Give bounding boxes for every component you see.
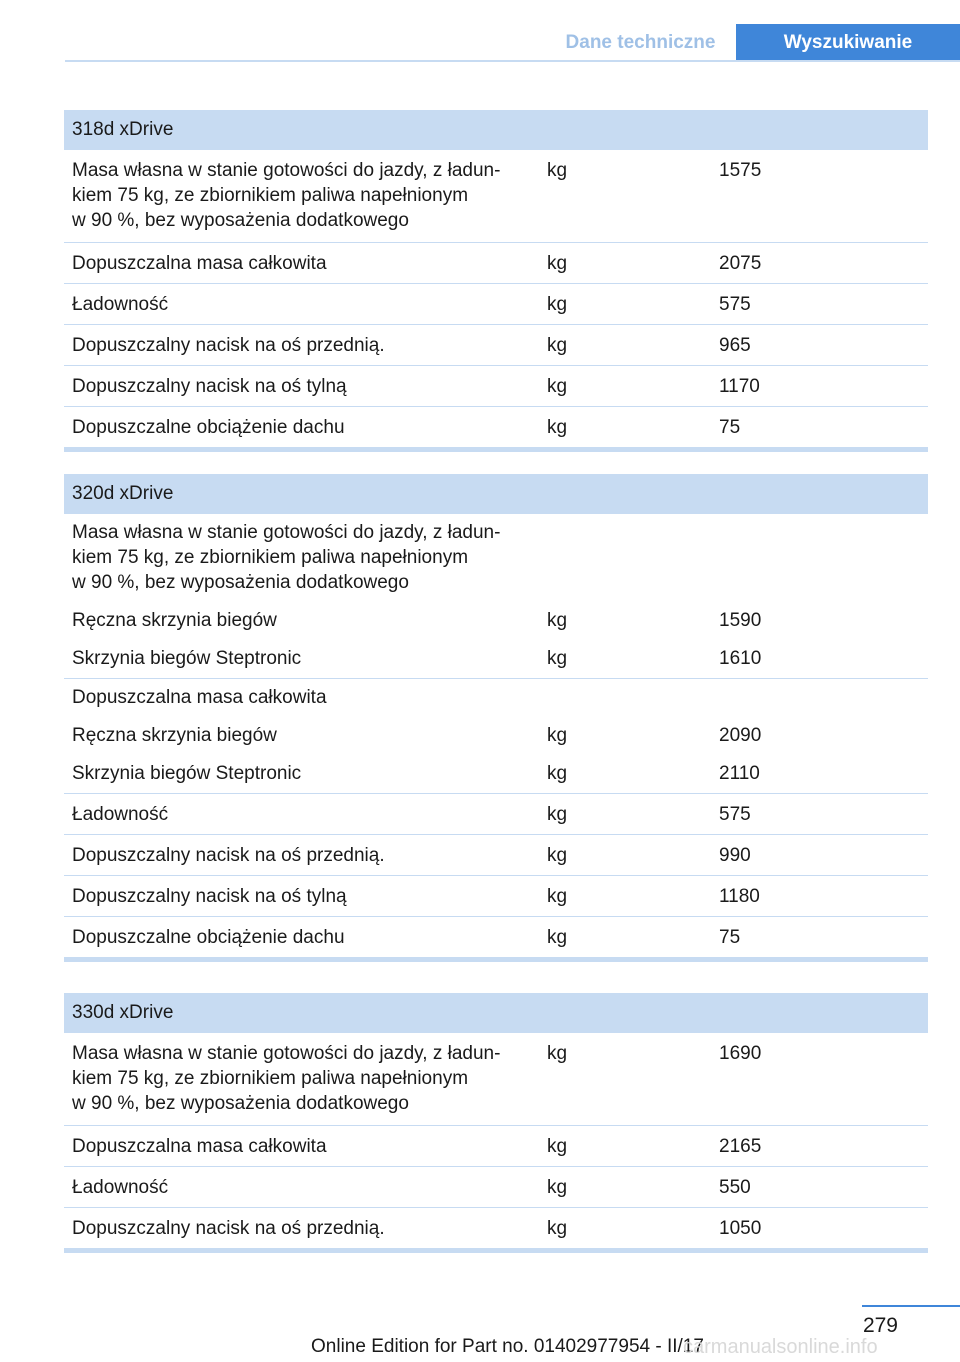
table-row xyxy=(64,876,928,917)
table-row xyxy=(64,284,928,325)
row-unit: kg xyxy=(547,1043,568,1064)
row-label: Dopuszczalne obciążenie dachu xyxy=(72,927,345,948)
row-unit: kg xyxy=(547,1136,568,1157)
row-label: Ręczna skrzynia biegów xyxy=(72,610,277,631)
row-unit: kg xyxy=(547,610,568,631)
row-label: Dopuszczalna masa całkowita xyxy=(72,687,327,708)
row-unit: kg xyxy=(547,886,568,907)
row-value xyxy=(711,520,928,595)
row-label: Dopuszczalny nacisk na oś przednią. xyxy=(72,845,385,866)
row-label: Masa własna w stanie gotowości do jazdy, z ładun- kiem 75 kg, ze zbiornikiem paliwa napełnionym w 90 %, bez wyposażenia dodatkowego xyxy=(72,160,501,231)
row-unit xyxy=(539,520,711,595)
row-value xyxy=(711,685,928,710)
spec-table-320d xyxy=(64,474,928,962)
table-row xyxy=(64,1033,928,1126)
footer xyxy=(0,1336,960,1362)
table-title: 330d xDrive xyxy=(64,993,928,1033)
row-value: 1610 xyxy=(719,648,762,669)
table-row xyxy=(64,917,928,957)
table-row xyxy=(64,325,928,366)
tab-wyszukiwanie[interactable]: Wyszukiwanie xyxy=(736,24,960,62)
row-value: 575 xyxy=(719,294,751,315)
row-label: Dopuszczalny nacisk na oś tylną xyxy=(72,886,347,907)
row-label: Dopuszczalny nacisk na oś tylną xyxy=(72,376,347,397)
row-unit: kg xyxy=(547,1177,568,1198)
table-row xyxy=(64,243,928,284)
row-value: 1690 xyxy=(719,1043,762,1064)
row-value: 1050 xyxy=(719,1218,762,1239)
table-title: 320d xDrive xyxy=(64,474,928,514)
page-number: 279 xyxy=(862,1314,898,1337)
row-value: 1575 xyxy=(719,160,762,181)
spec-table-318d xyxy=(64,110,928,452)
row-unit: kg xyxy=(547,845,568,866)
table-row xyxy=(64,794,928,835)
table-row xyxy=(64,150,928,243)
row-value: 2090 xyxy=(719,725,762,746)
row-value: 575 xyxy=(719,804,751,825)
table-row xyxy=(64,717,928,755)
row-label: Ładowność xyxy=(72,804,169,825)
table-row xyxy=(64,835,928,876)
row-unit: kg xyxy=(547,804,568,825)
footer-edition: Online Edition for Part no. 01402977954 - II/17 xyxy=(311,1336,704,1357)
spec-table-330d xyxy=(64,993,928,1253)
table-row xyxy=(64,679,928,717)
row-unit: kg xyxy=(547,160,568,181)
row-value: 75 xyxy=(719,927,741,948)
row-label: Skrzynia biegów Steptronic xyxy=(72,648,302,669)
row-unit: kg xyxy=(547,417,568,438)
row-label: Masa własna w stanie gotowości do jazdy, z ładun- kiem 75 kg, ze zbiornikiem paliwa napełnionym w 90 %, bez wyposażenia dodatkowego xyxy=(72,522,501,593)
row-value: 990 xyxy=(719,845,751,866)
row-label: Dopuszczalna masa całkowita xyxy=(72,1136,327,1157)
table-row xyxy=(64,1126,928,1167)
row-label: Dopuszczalna masa całkowita xyxy=(72,253,327,274)
header-divider xyxy=(65,60,960,62)
row-value: 2075 xyxy=(719,253,762,274)
page-number-rule xyxy=(862,1305,960,1307)
row-value: 550 xyxy=(719,1177,751,1198)
row-label: Ładowność xyxy=(72,294,169,315)
row-unit xyxy=(539,685,711,710)
row-unit: kg xyxy=(547,1218,568,1239)
row-unit: kg xyxy=(547,648,568,669)
table-row xyxy=(64,366,928,407)
row-value: 965 xyxy=(719,335,751,356)
table-row xyxy=(64,755,928,794)
row-label: Ładowność xyxy=(72,1177,169,1198)
row-value: 1180 xyxy=(719,886,760,907)
row-unit: kg xyxy=(547,253,568,274)
row-value: 1590 xyxy=(719,610,762,631)
row-value: 75 xyxy=(719,417,741,438)
row-label: Masa własna w stanie gotowości do jazdy, z ładun- kiem 75 kg, ze zbiornikiem paliwa napełnionym w 90 %, bez wyposażenia dodatkowego xyxy=(72,1043,501,1114)
tab-dane-techniczne[interactable]: Dane techniczne xyxy=(565,32,716,53)
row-value: 1170 xyxy=(719,376,760,397)
row-unit: kg xyxy=(547,763,568,784)
table-row xyxy=(64,602,928,640)
watermark: carmanualsonline.info xyxy=(683,1336,878,1358)
table-row xyxy=(64,514,928,602)
row-unit: kg xyxy=(547,376,568,397)
row-unit: kg xyxy=(547,725,568,746)
row-label: Dopuszczalny nacisk na oś przednią. xyxy=(72,335,385,356)
row-label: Dopuszczalne obciążenie dachu xyxy=(72,417,345,438)
row-label: Skrzynia biegów Steptronic xyxy=(72,763,302,784)
row-value: 2165 xyxy=(719,1136,762,1157)
table-row xyxy=(64,640,928,679)
row-unit: kg xyxy=(547,927,568,948)
row-unit: kg xyxy=(547,294,568,315)
table-row xyxy=(64,1208,928,1248)
row-label: Dopuszczalny nacisk na oś przednią. xyxy=(72,1218,385,1239)
table-row xyxy=(64,1167,928,1208)
table-row xyxy=(64,407,928,447)
row-value: 2110 xyxy=(719,763,760,784)
row-label: Ręczna skrzynia biegów xyxy=(72,725,277,746)
table-title: 318d xDrive xyxy=(64,110,928,150)
row-unit: kg xyxy=(547,335,568,356)
